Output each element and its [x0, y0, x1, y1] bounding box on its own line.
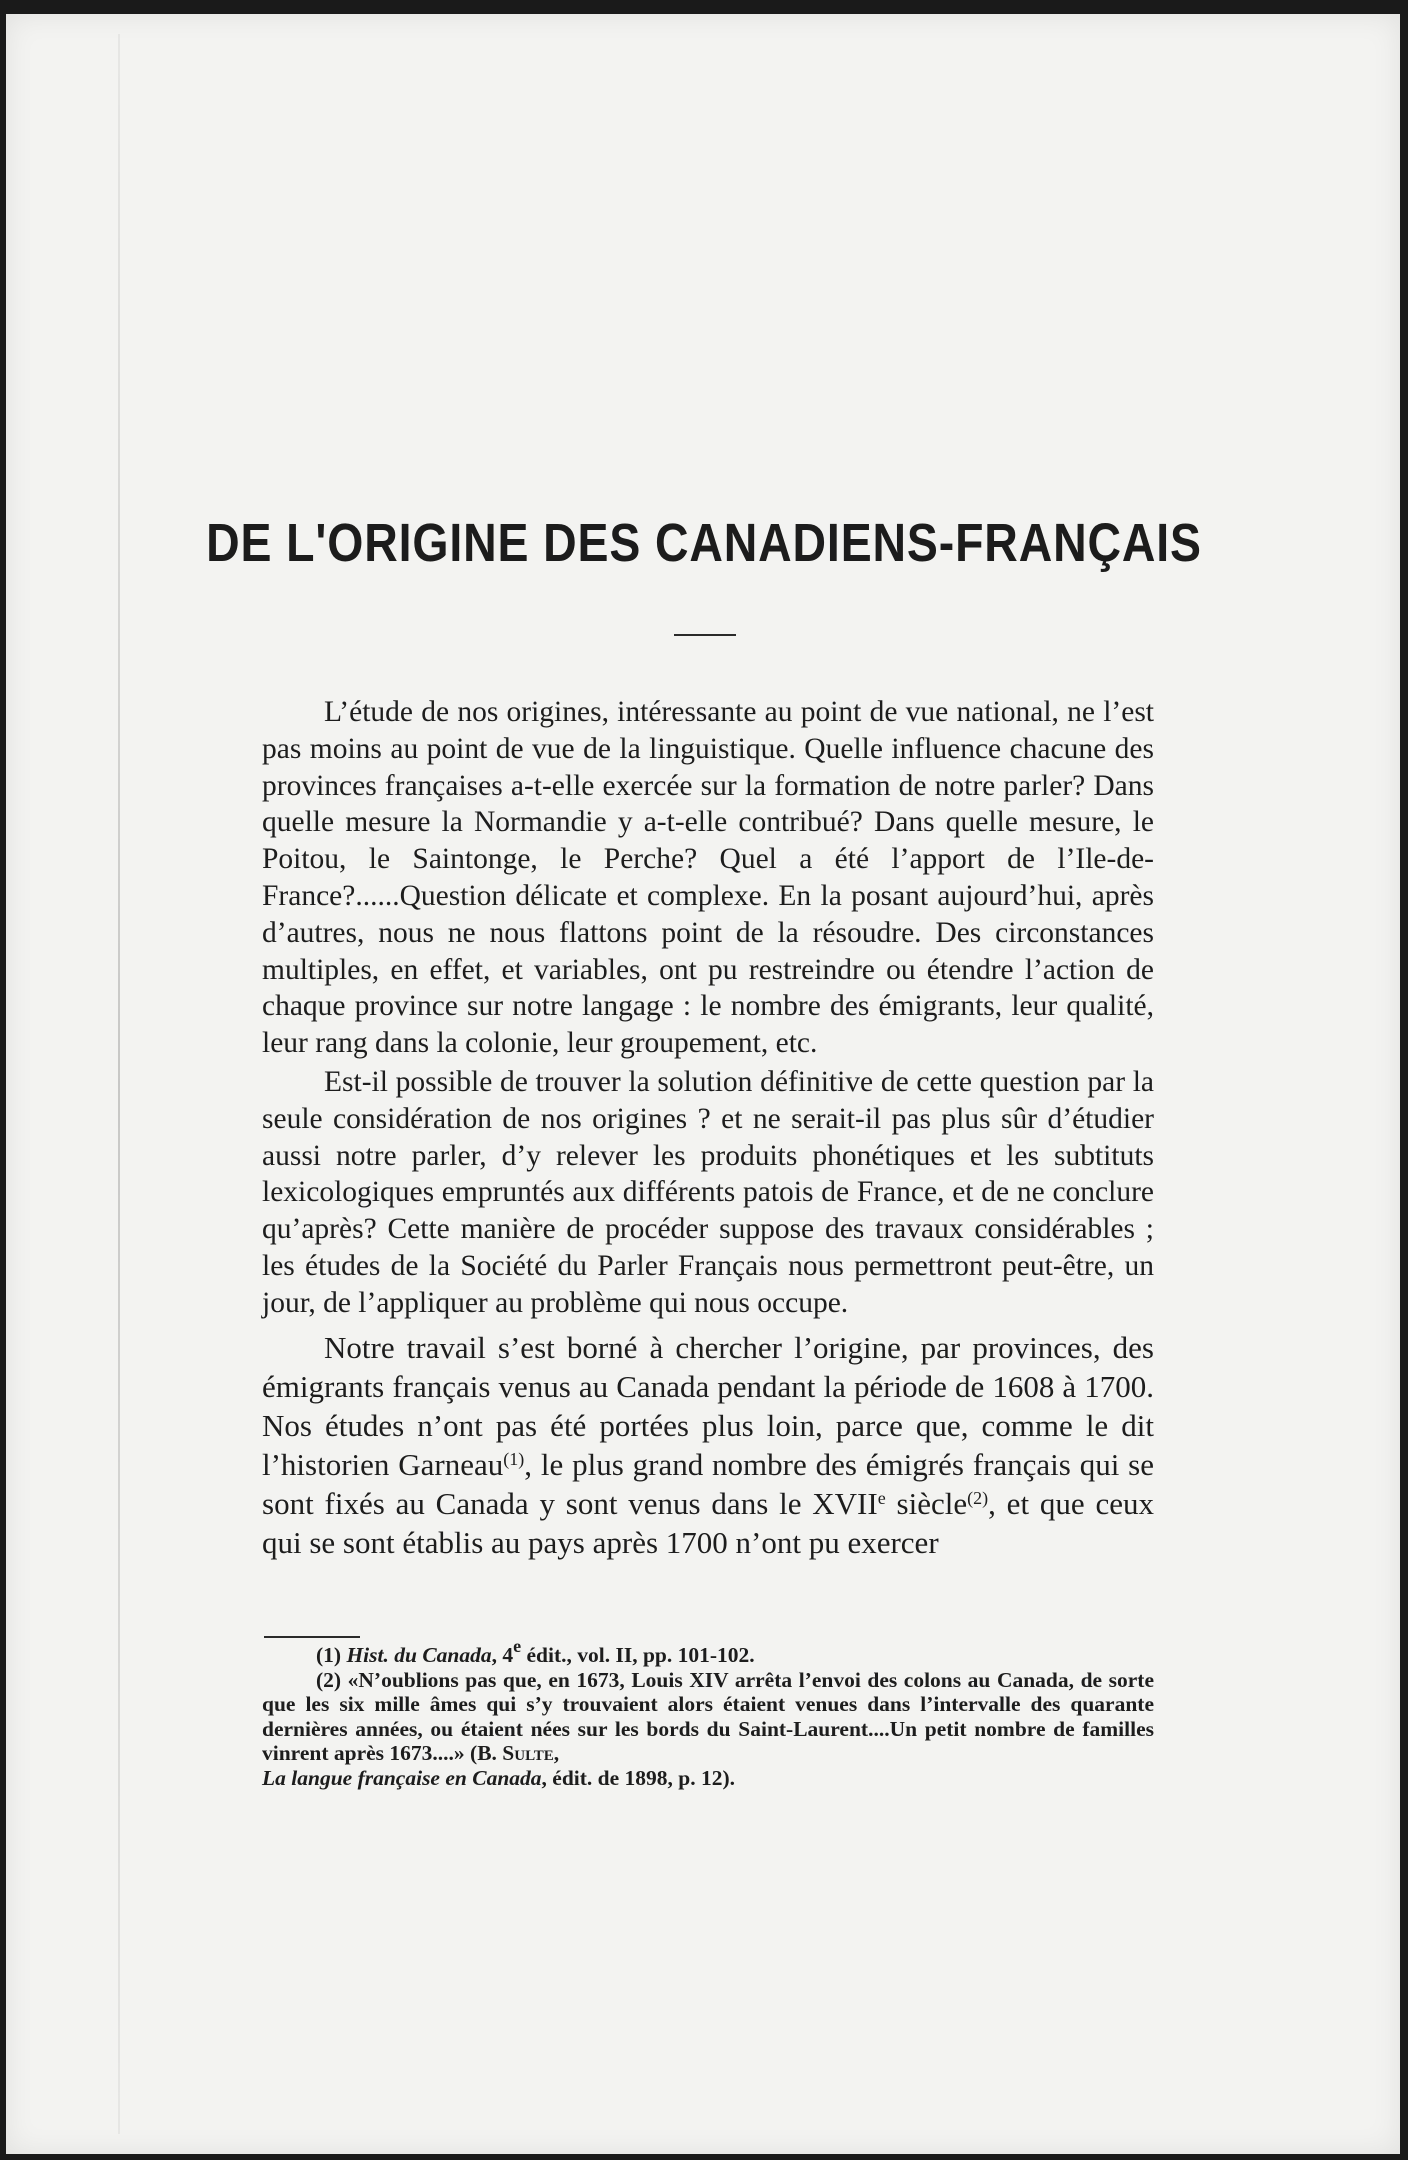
footnote-ref-2: (2) [967, 1487, 989, 1508]
footnote-1-sup: e [513, 1636, 522, 1656]
paragraph-3-part3: siècle [885, 1485, 968, 1521]
footnote-2-rest: , édit. de 1898, p. 12). [541, 1765, 736, 1790]
footnotes [262, 1636, 1154, 1790]
body-text [262, 694, 1154, 1562]
page-title: DE L'ORIGINE DES CANADIENS-FRANÇAIS [206, 513, 1202, 573]
paragraph-3-part2: , le plus grand nombre des émigrés français qui se sont fixés au Canada y sont venus dans le XVII [262, 1446, 1154, 1521]
footnote-2-title: La langue française en Canada [262, 1765, 542, 1790]
footnote-1 [262, 1636, 1154, 1668]
footnote-1-edition: , 4 [491, 1643, 514, 1667]
title-divider [674, 634, 736, 636]
paragraph-3-part4: , et que ceux qui se sont établis au pays après 1700 n’ont pu exercer [262, 1485, 1154, 1560]
paragraph-2: Est-il possible de trouver la solution définitive de cette question par la seule considération de nos origines ? et ne serait-il pas plus sûr d’étudier aussi notre parler, d’y relever les produits phonétiques et les subtituts lexicologiques empruntés aux différents patois de France, et de ne conclure qu’après? Cette manière de procéder suppose des travaux considérables ; les études de la Société du Parler Français nous permettront peut-être, un jour, de l’appliquer au problème qui nous occupe. [262, 1065, 1154, 1319]
footnote-2 [262, 1668, 1154, 1791]
paragraph-3 [262, 1328, 1154, 1562]
footnote-1-num: (1) [316, 1643, 342, 1667]
footnote-2-author: Sulte [502, 1741, 554, 1765]
footnote-ref-1: (1) [503, 1448, 525, 1469]
paragraph-1: L’étude de nos origines, intéressante au point de vue national, ne l’est pas moins au point de vue de la linguistique. Quelle influence chacune des provinces françaises a-t-elle exercée sur la formation de notre parler? Dans quelle mesure la Normandie y a-t-elle contribué? Dans quelle mesure, le Poitou, le Saintonge, le Perche? Quel a été l’apport de l’Ile-de-France?......Question délicate et complexe. En la posant aujourd’hui, après d’autres, nous ne nous flattons point de la résoudre. Des circonstances multiples, en effet, et variables, ont pu restreindre ou étendre l’action de chaque province sur notre langage : le nombre des émigrants, leur qualité, leur rang dans la colonie, leur groupement, etc. [262, 696, 1154, 1060]
footnote-rule [264, 1636, 360, 1638]
paragraph-3-part1: Notre travail s’est borné à chercher l’origine, par provinces, des émigrants français venus au Canada pendant la période de 1608 à 1700. Nos études n’ont pas été portées plus loin, parce que, comme le dit l’historien Garneau [262, 1329, 1154, 1482]
footnote-2-sep: , [553, 1741, 560, 1765]
century-superscript: e [877, 1487, 886, 1508]
footnote-2-text: (2) «N’oublions pas que, en 1673, Louis XIV arrêta l’envoi des colons au Canada, de sorte que les six mille âmes qui s’y trouvaient alors étaient venues dans l’intervalle des quarante dernières années, ou étaient nées sur les bords du Saint-Laurent....Un petit nombre de familles vinrent après 1673....» (B. [262, 1667, 1154, 1765]
footnote-1-title: Hist. du Canada [346, 1643, 492, 1667]
footnote-1-rest: édit., vol. II, pp. 101-102. [521, 1643, 755, 1667]
page-fold [118, 34, 120, 2134]
